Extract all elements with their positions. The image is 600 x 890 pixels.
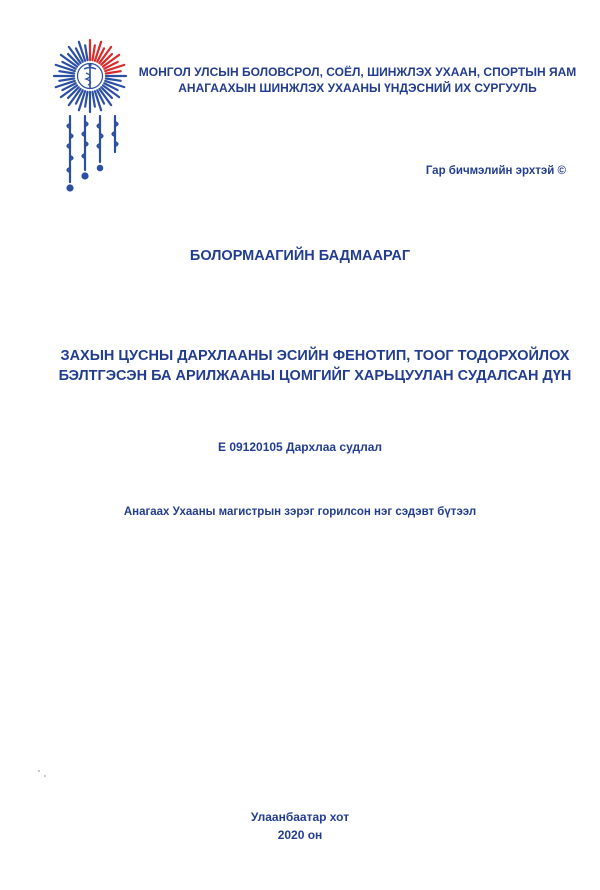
thesis-title-line-1: ЗАХЫН ЦУСНЫ ДАРХЛААНЫ ЭСИЙН ФЕНОТИП, ТООГ ТОДОРХОЙЛОХ [60,348,570,364]
ministry-header [130,64,585,96]
mongolian-script-icon [60,112,130,202]
emblem-ray [93,45,95,60]
ministry-line-1: МОНГОЛ УЛСЫН БОЛОВСРОЛ, СОЁЛ, ШИНЖЛЭХ УХААН, СПОРТЫН ЯАМ [138,65,577,79]
city: Улаанбаатар хот [250,810,350,824]
place-and-year [0,808,600,844]
year: 2020 он [277,828,323,842]
emblem-ray [59,71,74,73]
degree-statement: Анагаах Ухааны магистрын зэрэг горилсон нэг сэдэвт бүтээл [123,506,477,518]
field-code: E 09120105 Дархлаа судлал [217,440,383,454]
emblem-ray [106,71,121,73]
scan-speck [44,775,46,777]
emblem-ray [93,92,95,107]
thesis-title [30,346,600,386]
emblem-ray [85,92,87,107]
university-emblem-icon [52,38,128,114]
emblem-ray [59,79,74,81]
thesis-title-line-2: БЭЛТГЭСЭН БА АРИЛЖААНЫ ЦОМГИЙГ ХАРЬЦУУЛАН СУДАЛСАН ДҮН [58,368,572,384]
copyright-notice: Гар бичмэлийн эрхтэй © [425,165,566,177]
emblem-ray [106,79,121,81]
emblem-ray [85,45,87,60]
author-name: БОЛОРМААГИЙН БАДМААРАГ [189,248,411,264]
scan-speck [38,770,40,772]
ministry-line-2: АНАГААХЫН ШИНЖЛЭХ УХААНЫ ҮНДЭСНИЙ ИХ СУРГУУЛЬ [178,81,537,95]
